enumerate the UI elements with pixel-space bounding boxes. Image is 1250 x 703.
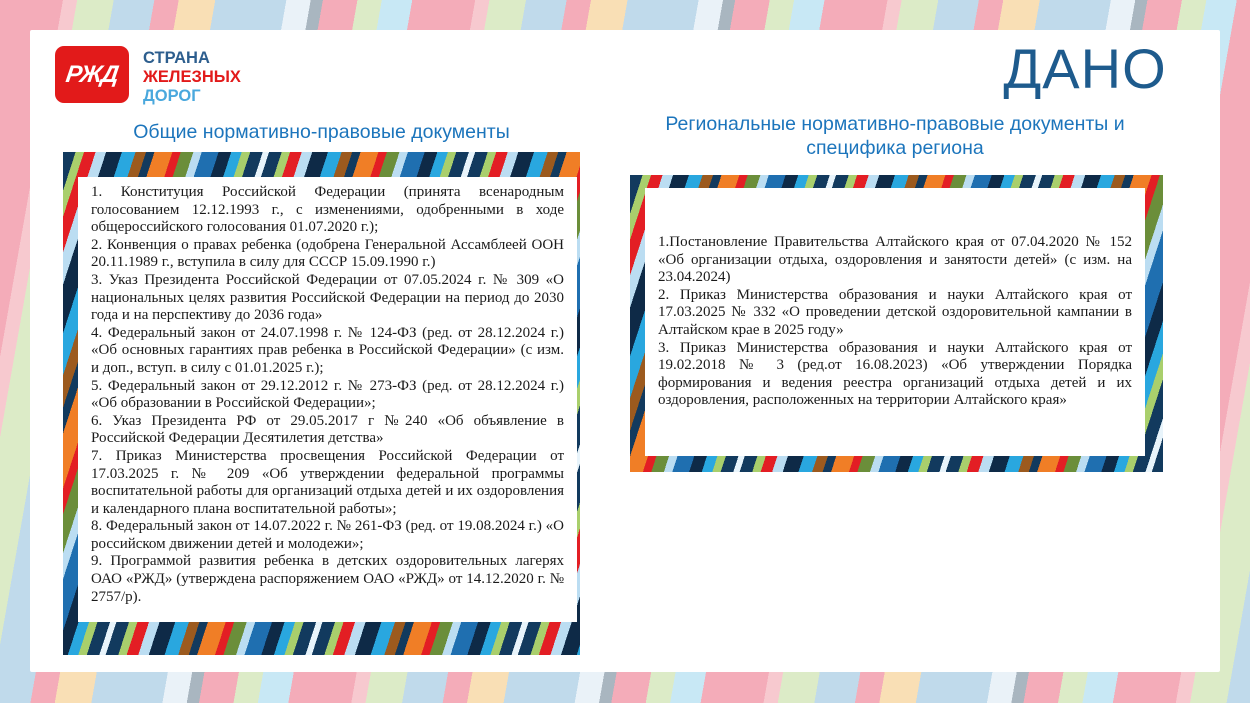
logo-wordmark bbox=[143, 46, 241, 106]
left-striped-panel bbox=[63, 152, 580, 655]
document-item: 8. Федеральный закон от 14.07.2022 г. № 261-ФЗ (ред. от 19.08.2024 г.) «О российском движении детей и молодежи»; bbox=[91, 518, 564, 552]
document-item: 7. Приказ Министерства просвещения Российской Федерации от 17.03.2025 г. № 209 «Об утверждении федеральной программы воспитательной работы для организаций отдыха детей и их оздоровления и календарного плана воспитательной работы»; bbox=[91, 447, 564, 517]
document-item: 4. Федеральный закон от 24.07.1998 г. № 124-ФЗ (ред. от 28.12.2024 г.) «Об основных гарантиях прав ребенка в Российской Федерации» (с изм. и доп., вступ. в силу с 01.01.2025 г.); bbox=[91, 324, 564, 376]
right-column-header: Региональные нормативно-правовые документы и специфика региона bbox=[665, 113, 1125, 159]
logo-line-dorog: ДОРОГ bbox=[143, 87, 201, 105]
document-item: 1. Конституция Российской Федерации (принята всенародным голосованием 12.12.1993 г., с изменениями, одобренными в ходе общероссийского голосования 01.07.2020 г.); bbox=[91, 184, 564, 236]
slide-card bbox=[30, 30, 1220, 672]
left-column-header: Общие нормативно-правовые документы bbox=[133, 121, 510, 143]
slide-title: ДАНО bbox=[1003, 37, 1167, 100]
document-item: 3. Приказ Министерства образования и науки Алтайского края от 19.02.2018 № 3 (ред.от 16.08.2023) «Об утверждении Порядка формирования и ведения реестра организаций отдыха детей и их оздоровления, расположенных на территории Алтайского края» bbox=[658, 339, 1132, 409]
rzd-logo-icon bbox=[55, 46, 129, 103]
logo-line-strana: СТРАНА bbox=[143, 49, 210, 67]
document-item: 3. Указ Президента Российской Федерации от 07.05.2024 г. № 309 «О национальных целях развития Российской Федерации на период до 2030 года и на перспективу до 2036 года» bbox=[91, 271, 564, 324]
document-item: 2. Приказ Министерства образования и науки Алтайского края от 17.03.2025 № 332 «О проведении детской оздоровительной кампании в Алтайском крае в 2025 году» bbox=[658, 286, 1132, 338]
rzd-emblem-text: РЖД bbox=[64, 60, 120, 88]
document-item: 9. Программой развития ребенка в детских оздоровительных лагерях ОАО «РЖД» (утверждена распоряжением ОАО «РЖД» от 14.12.2020 г. № 2757/р). bbox=[91, 553, 564, 605]
document-item: 2. Конвенция о правах ребенка (одобрена Генеральной Ассамблеей ООН 20.11.1989 г., вступила в силу для СССР 15.09.1990 г.) bbox=[91, 236, 564, 271]
logo-line-zheleznyh: ЖЕЛЕЗНЫХ bbox=[143, 68, 241, 86]
document-item: 1.Постановление Правительства Алтайского края от 07.04.2020 № 152 «Об организации отдыха, оздоровления и занятости детей» (с изм. на 23.04.2024) bbox=[658, 234, 1132, 286]
right-striped-panel bbox=[630, 175, 1163, 472]
document-item: 5. Федеральный закон от 29.12.2012 г. № 273-ФЗ (ред. от 28.12.2024 г.) «Об образовании в Российской Федерации»; bbox=[91, 377, 564, 412]
rzd-logo bbox=[55, 46, 241, 106]
document-item: 6. Указ Президента РФ от 29.05.2017 г №240 «Об объявление в Российской Федерации Десятилетия детства» bbox=[91, 412, 564, 447]
regional-documents-box bbox=[645, 188, 1145, 456]
general-documents-box bbox=[78, 177, 577, 622]
